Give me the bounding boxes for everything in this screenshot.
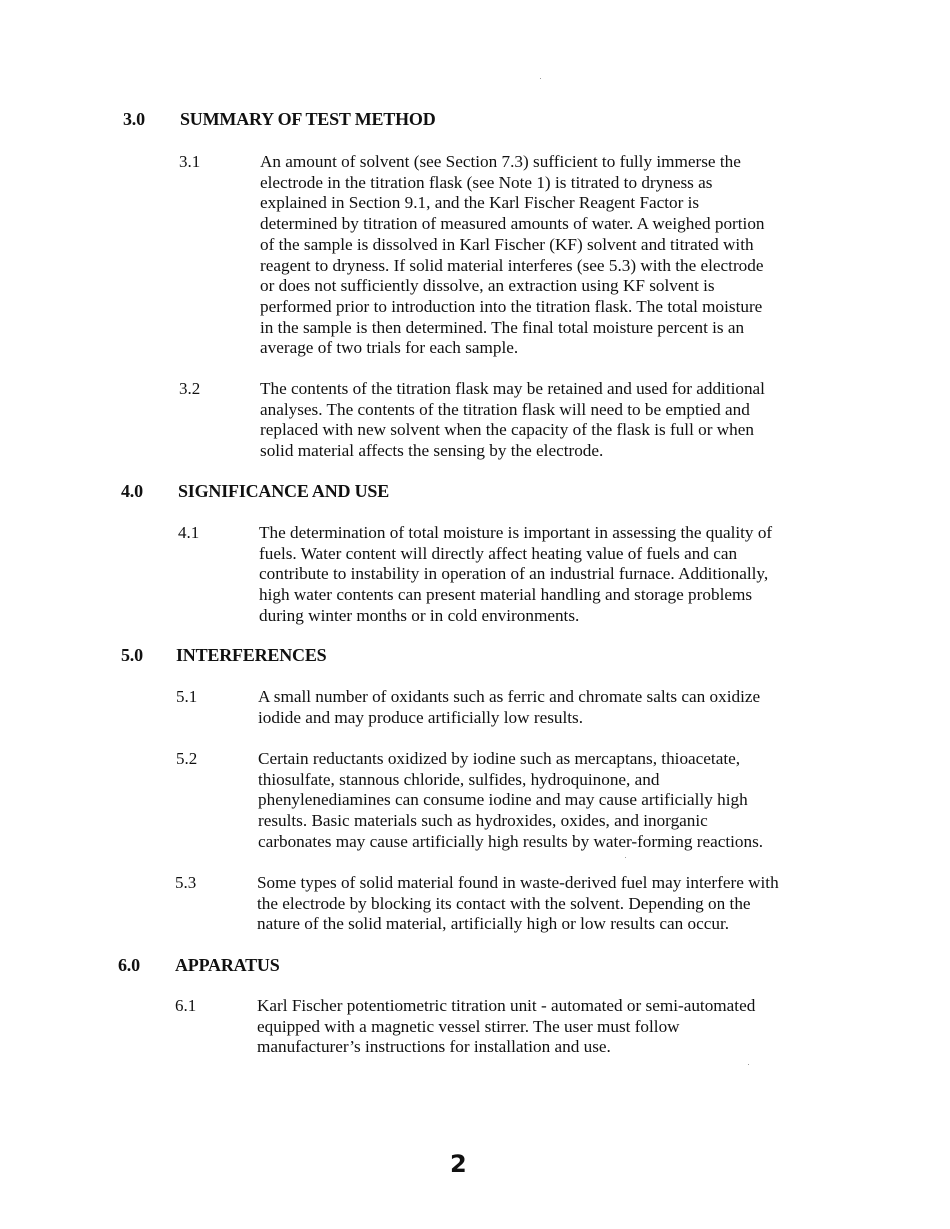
text-line: thiosulfate, stannous chloride, sulfides, hydroquinone, and bbox=[258, 769, 660, 789]
text-line: equipped with a magnetic vessel stirrer. The user must follow bbox=[257, 1016, 680, 1036]
section-number: 5.0 bbox=[121, 645, 143, 665]
paragraph-text bbox=[260, 152, 765, 359]
text-line: The determination of total moisture is important in assessing the quality of bbox=[259, 523, 773, 542]
paragraph-number: 4.1 bbox=[178, 523, 200, 542]
paragraph-number: 6.1 bbox=[175, 996, 197, 1015]
text-line: reagent to dryness. If solid material interferes (see 5.3) with the electrode bbox=[260, 255, 764, 275]
text-line: replaced with new solvent when the capacity of the flask is full or when bbox=[260, 420, 754, 440]
paragraph-text bbox=[259, 523, 772, 627]
section-number: 3.0 bbox=[123, 109, 145, 129]
section-title: SUMMARY OF TEST METHOD bbox=[180, 109, 436, 129]
text-line: Karl Fischer potentiometric titration unit - automated or semi-automated bbox=[257, 996, 756, 1015]
scan-speck bbox=[540, 78, 541, 79]
text-line: contribute to instability in operation of an industrial furnace. Additionally, bbox=[259, 564, 769, 584]
paragraph-number: 5.1 bbox=[176, 687, 198, 706]
section-heading-5-0 bbox=[121, 645, 521, 665]
text-line: Some types of solid material found in waste-derived fuel may interfere with bbox=[257, 873, 779, 892]
page-number: 2 bbox=[450, 1150, 467, 1178]
text-line: performed prior to introduction into the titration flask. The total moisture bbox=[260, 296, 763, 316]
section-title: APPARATUS bbox=[175, 955, 280, 975]
paragraph-text bbox=[260, 379, 765, 462]
text-line: phenylenediamines can consume iodine and may cause artificially high bbox=[258, 790, 748, 810]
text-line: analyses. The contents of the titration flask will need to be emptied and bbox=[260, 399, 750, 419]
text-line: manufacturer’s instructions for installation and use. bbox=[257, 1037, 611, 1057]
paragraph-text bbox=[258, 749, 763, 853]
text-line: nature of the solid material, artificially high or low results can occur. bbox=[257, 914, 730, 934]
text-line: fuels. Water content will directly affect heating value of fuels and can bbox=[259, 543, 738, 563]
text-line: carbonates may cause artificially high results by water-forming reactions. bbox=[258, 831, 764, 851]
paragraph-number: 5.2 bbox=[176, 749, 198, 768]
section-number: 4.0 bbox=[121, 481, 143, 501]
text-line: explained in Section 9.1, and the Karl Fischer Reagent Factor is bbox=[260, 193, 700, 213]
text-line: electrode in the titration flask (see Note 1) is titrated to dryness as bbox=[260, 172, 713, 192]
text-line: The contents of the titration flask may be retained and used for additional bbox=[260, 379, 765, 398]
text-line: the electrode by blocking its contact with the solvent. Depending on the bbox=[257, 893, 751, 913]
paragraph-text bbox=[258, 687, 760, 728]
section-number: 6.0 bbox=[118, 955, 140, 975]
paragraph-number: 3.1 bbox=[179, 152, 201, 171]
scan-speck bbox=[748, 1064, 749, 1065]
text-line: in the sample is then determined. The final total moisture percent is an bbox=[260, 317, 745, 337]
section-heading-3-0 bbox=[123, 109, 523, 129]
text-line: An amount of solvent (see Section 7.3) sufficient to fully immerse the bbox=[260, 152, 741, 171]
paragraph-text bbox=[257, 996, 755, 1058]
section-title: INTERFERENCES bbox=[176, 645, 327, 665]
text-line: high water contents can present material handling and storage problems bbox=[259, 585, 753, 605]
text-line: solid material affects the sensing by the electrode. bbox=[260, 441, 604, 461]
text-line: iodide and may produce artificially low results. bbox=[258, 707, 584, 727]
text-line: during winter months or in cold environments. bbox=[259, 605, 580, 625]
paragraph-number: 3.2 bbox=[179, 379, 201, 398]
paragraph-number: 5.3 bbox=[175, 873, 197, 892]
text-line: average of two trials for each sample. bbox=[260, 338, 519, 358]
section-heading-4-0 bbox=[121, 481, 521, 501]
scan-speck bbox=[625, 857, 626, 858]
text-line: results. Basic materials such as hydroxides, oxides, and inorganic bbox=[258, 811, 708, 831]
paragraph-text bbox=[257, 873, 779, 935]
text-line: or does not sufficiently dissolve, an extraction using KF solvent is bbox=[260, 276, 715, 296]
text-line: A small number of oxidants such as ferric and chromate salts can oxidize bbox=[258, 687, 761, 706]
text-line: of the sample is dissolved in Karl Fischer (KF) solvent and titrated with bbox=[260, 234, 754, 254]
text-line: determined by titration of measured amounts of water. A weighed portion bbox=[260, 214, 765, 234]
section-heading-6-0 bbox=[118, 955, 518, 975]
section-title: SIGNIFICANCE AND USE bbox=[178, 481, 390, 501]
text-line: Certain reductants oxidized by iodine such as mercaptans, thioacetate, bbox=[258, 749, 741, 768]
